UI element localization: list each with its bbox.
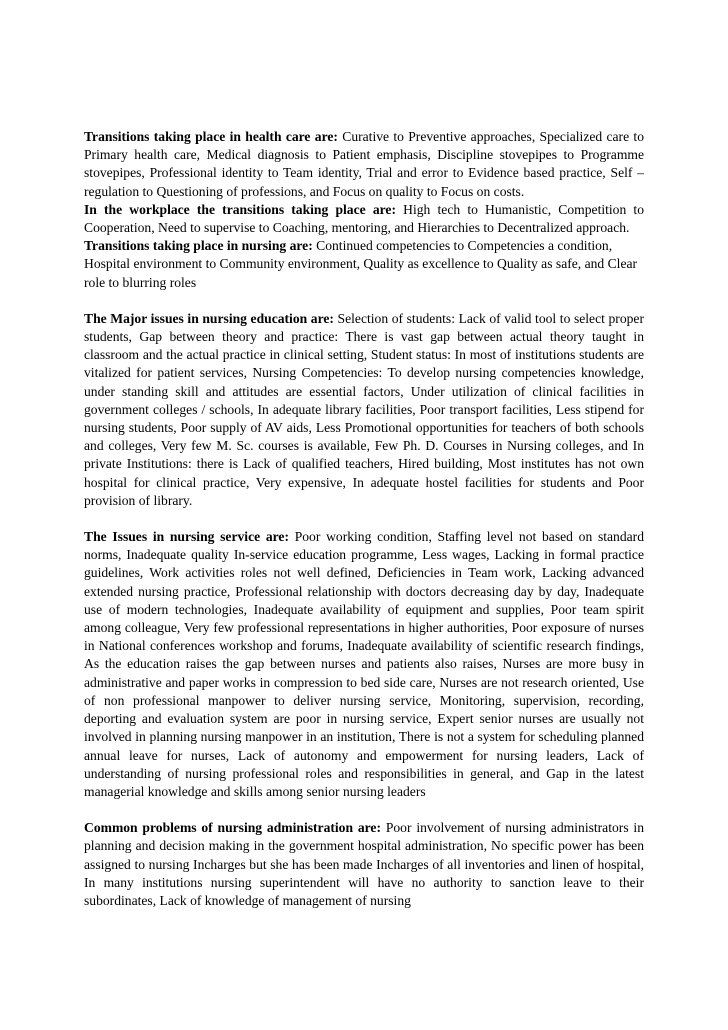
body-nursing-administration-problems: Poor involvement of nursing administrators in planning and decision making in the government hospital administration, No specific power has been assigned to nursing Incharges but she has been made Incharges of all inventories and linen of hospital, In many institutions nursing superintendent will have no authority to sanction leave to their subordinates, Lack of knowledge of management of nursing <box>84 820 645 908</box>
heading-nursing-transitions: Transitions taking place in nursing are: <box>84 238 313 254</box>
paragraph-health-care-transitions <box>84 128 644 201</box>
paragraph-nursing-service-issues <box>84 528 644 801</box>
paragraph-spacer <box>84 510 644 528</box>
heading-nursing-service-issues: The Issues in nursing service are: <box>84 529 289 545</box>
paragraph-spacer <box>84 801 644 819</box>
heading-health-care-transitions: Transitions taking place in health care are: <box>84 129 338 144</box>
paragraph-nursing-education-issues <box>84 310 644 510</box>
paragraph-spacer <box>84 292 644 310</box>
heading-nursing-administration-problems: Common problems of nursing administration are: <box>84 820 381 836</box>
paragraph-nursing-administration-problems <box>84 819 644 910</box>
body-nursing-service-issues: Poor working condition, Staffing level not based on standard norms, Inadequate quality In-service education programme, Less wages, Lacking in formal practice guidelines, Work activities roles not well defined, Deficiencies in Team work, Lacking advanced extended nursing practice, Professional relationship with doctors decreasing day by day, Inadequate use of modern technologies, Inadequate availability of equipment and supplies, Poor team spirit among colleague, Very few professional representations in higher authorities, Poor exposure of nurses in National conferences workshop and forums, Inadequate availability of scientific research findings, As the education raises the gap between nurses and patients also raises, Nurses are more busy in administrative and paper works in compression to bed side care, Nurses are not research oriented, Use of non professional manpower to deliver nursing service, Monitoring, supervision, recording, deporting and evaluation system are poor in nursing service, Expert senior nurses are usually not involved in planning nursing manpower in an institution, There is not a system for scheduling planned annual leave for nurses, Lack of autonomy and empowerment for nursing leaders, Lack of understanding of nursing professional roles and responsibilities in general, and Gap in the latest managerial knowledge and skills among senior nursing leaders <box>84 529 644 799</box>
paragraph-workplace-transitions <box>84 201 644 237</box>
body-nursing-transitions: Continued competencies to Competencies a condition, Hospital environment to Community environment, Quality as excellence to Quality as safe, and Clear role to blurring roles <box>84 238 638 290</box>
body-nursing-education-issues: Selection of students: Lack of valid tool to select proper students, Gap between theory and practice: There is vast gap between actual theory taught in classroom and the actual practice in clinical setting, Student status: In most of institutions students are vitalized for patient services, Nursing Competencies: To develop nursing competencies knowledge, under standing skill and attitudes are essential factors, Under utilization of clinical facilities in government colleges / schools, In adequate library facilities, Poor transport facilities, Less stipend for nursing students, Poor supply of AV aids, Less Promotional opportunities for teachers of both schools and colleges, Very few M. Sc. courses is available, Few Ph. D. Courses in Nursing colleges, and In private Institutions: there is Lack of qualified teachers, Hired building, Most institutes has not own hospital for clinical practice, Very expensive, In adequate hostel facilities for students and Poor provision of library. <box>84 310 644 508</box>
heading-workplace-transitions: In the workplace the transitions taking place are: <box>84 201 396 217</box>
body-workplace-transitions: High tech to Humanistic, Competition to Cooperation, Need to supervise to Coaching, mentoring, and Hierarchies to Decentralized approach. <box>84 201 645 236</box>
body-health-care-transitions: Curative to Preventive approaches, Specialized care to Primary health care, Medical diagnosis to Patient emphasis, Discipline stovepipes to Programme stovepipes, Professional identity to Team identity, Trial and error to Evidence based practice, Self – regulation to Questioning of professions, and Focus on quality to Focus on costs. <box>84 129 644 199</box>
heading-nursing-education-issues: The Major issues in nursing education are: <box>84 310 334 326</box>
paragraph-nursing-transitions <box>84 237 644 292</box>
document-page <box>84 128 644 910</box>
